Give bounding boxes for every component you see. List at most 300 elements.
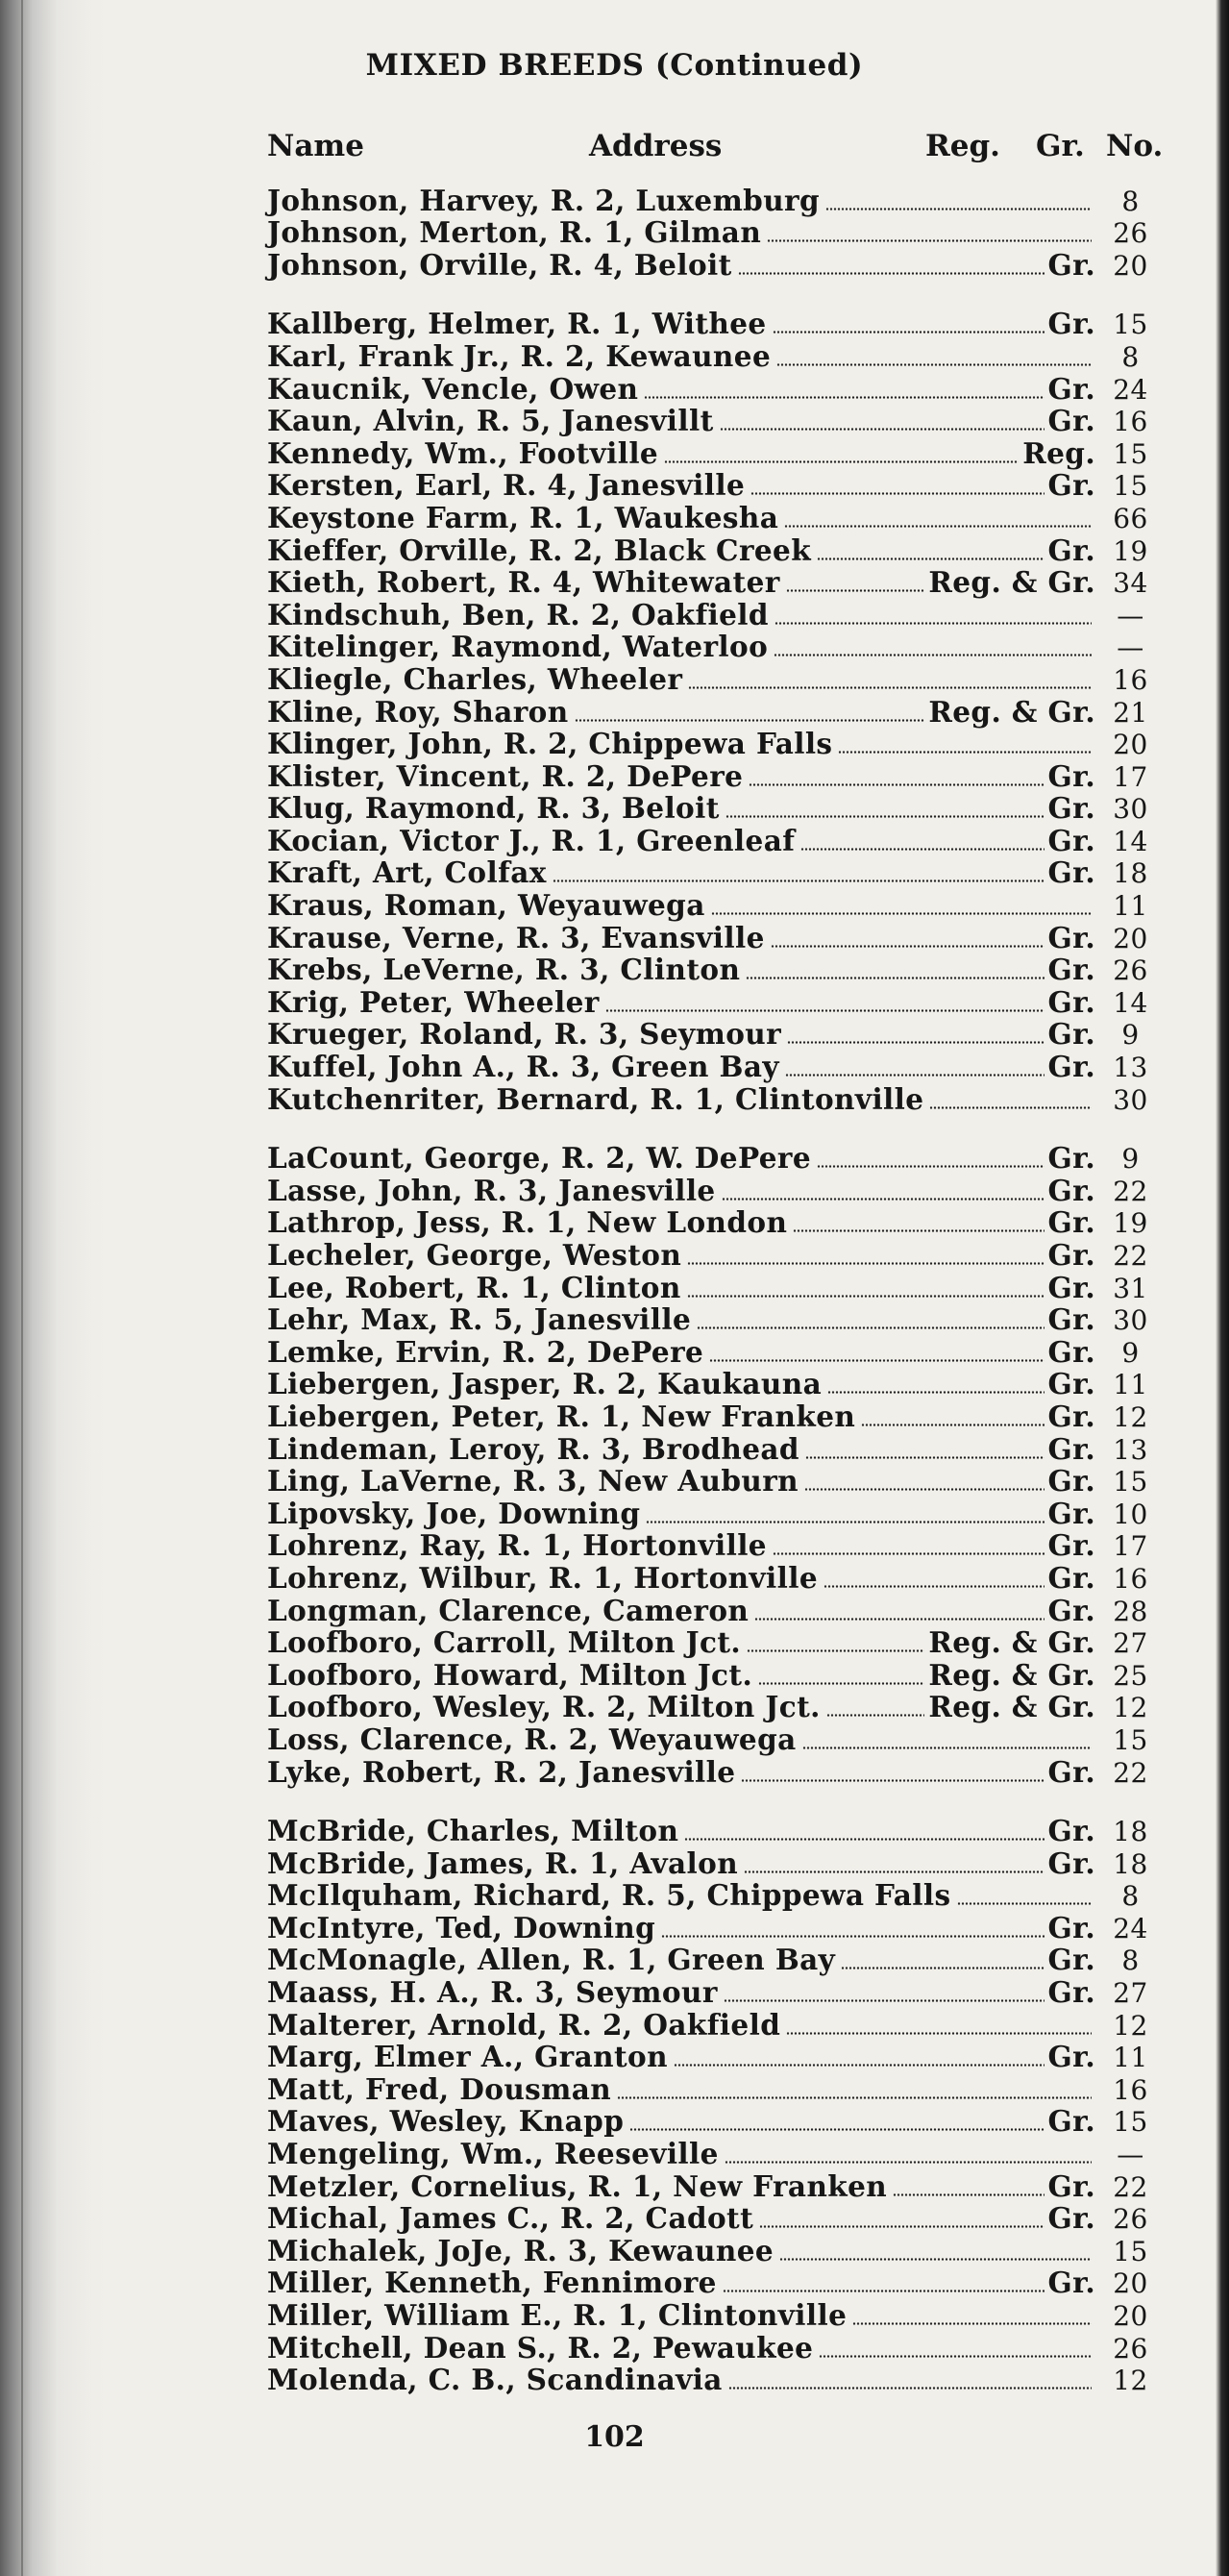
entry-line [267, 1943, 1095, 1976]
entry-number: 30 [1113, 1304, 1148, 1337]
entry-name-address: Maves, Wesley, Knapp [267, 2104, 625, 2139]
list-item [267, 1051, 1166, 1083]
entry-line [267, 1335, 1095, 1369]
entry-name-address: Krause, Verne, R. 3, Evansville [267, 920, 765, 954]
dot-leader [605, 1009, 1045, 1012]
dot-leader [553, 879, 1045, 882]
entry-line [267, 2008, 1095, 2042]
entry-name-address: Kliegle, Charles, Wheeler [267, 661, 683, 696]
entry-number: 8 [1121, 1880, 1140, 1913]
entry-name-address: McBride, James, R. 1, Avalon [267, 1845, 739, 1880]
entry-name-address: Kallberg, Helmer, R. 1, Withee [267, 307, 767, 341]
page-number: 102 [584, 2420, 645, 2454]
entry-line [267, 1911, 1095, 1944]
dot-leader [664, 460, 1019, 463]
registration-tag: Gr. [1047, 953, 1095, 987]
dot-leader [758, 1682, 924, 1685]
registration-tag: Gr. [1047, 1399, 1095, 1433]
registration-tag: Gr. [1047, 1238, 1095, 1272]
list-item [267, 1530, 1166, 1563]
entry-name-address: Kennedy, Wm., Footville [267, 435, 659, 470]
list-item [267, 1976, 1166, 2009]
entry-name-address: Lecheler, George, Weston [267, 1238, 682, 1272]
registration-tag: Reg. [1022, 435, 1095, 470]
entry-number: 8 [1121, 340, 1140, 373]
entry-number: 12 [1113, 1692, 1148, 1724]
list-item [267, 1692, 1166, 1724]
entry-number: 31 [1113, 1272, 1148, 1304]
dot-leader [746, 977, 1044, 979]
entry-name-address: Lipovsky, Joe, Downing [267, 1496, 641, 1530]
dot-leader [852, 2322, 1092, 2325]
entry-line [267, 468, 1095, 502]
dot-leader [817, 557, 1044, 560]
entry-line [267, 630, 1095, 663]
entry-number: 22 [1113, 1756, 1148, 1789]
entry-number: 22 [1113, 1240, 1148, 1272]
list-item [267, 1498, 1166, 1530]
dot-leader [723, 2290, 1045, 2292]
list-item [267, 1659, 1166, 1692]
entry-name-address: Mitchell, Dean S., R. 2, Pewaukee [267, 2330, 814, 2365]
dot-leader [747, 1649, 924, 1652]
entry-line [267, 1017, 1095, 1051]
registration-tag: Gr. [1047, 404, 1095, 438]
entry-number: 20 [1113, 922, 1148, 954]
registration-tag: Gr. [1047, 1017, 1095, 1052]
entry-name-address: Loofboro, Carroll, Milton Jct. [267, 1625, 742, 1660]
registration-tag: Gr. [1047, 1593, 1095, 1627]
list-item [267, 922, 1166, 954]
dot-leader [728, 2387, 1092, 2390]
dot-leader [819, 2355, 1092, 2358]
list-item [267, 889, 1166, 922]
entry-name-address: McIntyre, Ted, Downing [267, 1910, 656, 1944]
entry-number: 15 [1113, 1466, 1148, 1499]
entry-name-address: McIlquham, Richard, R. 5, Chippewa Falls [267, 1878, 951, 1913]
entry-line [267, 215, 1095, 249]
entry-line [267, 855, 1095, 889]
list-item [267, 2138, 1166, 2170]
entry-name-address: Klinger, John, R. 2, Chippewa Falls [267, 727, 833, 761]
entry-line [267, 1975, 1095, 2009]
registration-tag: Gr. [1047, 1528, 1095, 1563]
entry-line [267, 1050, 1095, 1083]
entry-number: 20 [1113, 249, 1148, 282]
entry-line [267, 1367, 1095, 1400]
dot-leader [817, 1165, 1044, 1168]
dot-leader [771, 945, 1045, 948]
entry-number: 25 [1113, 1659, 1148, 1692]
list-item [267, 2203, 1166, 2236]
registration-tag: Gr. [1047, 1205, 1095, 1240]
registration-tag: Gr. [1047, 307, 1095, 341]
registration-tag: Gr. [1047, 1431, 1095, 1466]
entry-number: 15 [1113, 470, 1148, 503]
entry-line [267, 824, 1095, 857]
entry-number: 30 [1113, 1083, 1148, 1116]
entry-number: 15 [1113, 2235, 1148, 2267]
entry-number: — [1117, 599, 1144, 632]
dot-leader [646, 1521, 1044, 1523]
entry-name-address: LaCount, George, R. 2, W. DePere [267, 1141, 812, 1176]
list-item [267, 437, 1166, 470]
entry-name-address: Loofboro, Wesley, R. 2, Milton Jct. [267, 1690, 821, 1724]
entry-line [267, 2201, 1095, 2235]
dot-leader [767, 239, 1092, 242]
dot-leader [861, 1424, 1044, 1426]
entry-line [267, 1399, 1095, 1433]
registration-tag: Gr. [1047, 1910, 1095, 1944]
entry-line [267, 1846, 1095, 1880]
registration-tag: Reg. & Gr. [928, 565, 1095, 600]
registration-tag: Gr. [1047, 1560, 1095, 1595]
list-item [267, 185, 1166, 217]
registration-tag: Gr. [1047, 2040, 1095, 2074]
entry-number: 8 [1121, 185, 1140, 217]
entry-name-address: Kutchenriter, Bernard, R. 1, Clintonville [267, 1081, 924, 1116]
entry-line [267, 2169, 1095, 2203]
entry-number: 16 [1113, 406, 1148, 438]
column-header [267, 129, 1166, 167]
entry-line [267, 2072, 1095, 2106]
page-right-edge [1216, 0, 1229, 2576]
dot-leader [823, 1585, 1044, 1588]
entry-name-address: Ling, LaVerne, R. 3, New Auburn [267, 1464, 799, 1499]
dot-leader [773, 331, 1045, 334]
entry-name-address: Mengeling, Wm., Reeseville [267, 2137, 719, 2171]
dot-leader [827, 1391, 1044, 1394]
entry-name-address: Kline, Roy, Sharon [267, 694, 569, 729]
registration-tag: Gr. [1047, 1754, 1095, 1789]
dot-leader [784, 525, 1092, 528]
entry-line [267, 2234, 1095, 2267]
list-item [267, 1207, 1166, 1240]
entry-name-address: Malterer, Arnold, R. 2, Oakfield [267, 2007, 781, 2042]
entry-name-address: Keystone Farm, R. 1, Waukesha [267, 500, 779, 534]
book-binding-edge [0, 0, 106, 2576]
dot-leader [825, 208, 1092, 211]
registration-tag: Reg. & Gr. [928, 1690, 1095, 1724]
header-reg: Reg. [925, 129, 1000, 163]
registration-tag: Gr. [1047, 1975, 1095, 2010]
entry-line [267, 436, 1095, 470]
entry-number: 18 [1113, 1847, 1148, 1880]
entry-number: 26 [1113, 2203, 1148, 2236]
entry-name-address: Klister, Vincent, R. 2, DePere [267, 758, 744, 793]
entry-line [267, 1814, 1095, 1847]
entry-number: 11 [1113, 2042, 1148, 2074]
entry-number: 18 [1113, 1816, 1148, 1848]
letter-group [267, 1816, 1166, 2397]
registration-tag: Gr. [1047, 1943, 1095, 1977]
dot-leader [750, 492, 1044, 495]
entry-line [267, 695, 1095, 729]
entry-name-address: Lohrenz, Wilbur, R. 1, Hortonville [267, 1560, 819, 1595]
list-item [267, 2299, 1166, 2332]
dot-leader [687, 1262, 1044, 1265]
entry-number: — [1117, 632, 1144, 664]
entry-line [267, 1497, 1095, 1530]
entry-name-address: Miller, William E., R. 1, Clintonville [267, 2298, 848, 2332]
entry-name-address: McBride, Charles, Milton [267, 1814, 679, 1848]
entry-line [267, 727, 1095, 760]
entry-line [267, 598, 1095, 632]
dot-leader [684, 1838, 1044, 1841]
entry-name-address: Loofboro, Howard, Milton Jct. [267, 1657, 753, 1692]
entry-name-address: Klug, Raymond, R. 3, Beloit [267, 791, 720, 826]
registration-tag: Reg. & Gr. [928, 694, 1095, 729]
entry-number: 16 [1113, 2073, 1148, 2106]
registration-tag: Gr. [1047, 920, 1095, 954]
entry-name-address: Johnson, Orville, R. 4, Beloit [267, 247, 732, 282]
list-item [267, 954, 1166, 987]
list-item [267, 406, 1166, 438]
entry-number: 24 [1113, 373, 1148, 406]
entry-name-address: Michalek, JoJe, R. 3, Kewaunee [267, 2233, 774, 2267]
dot-leader [629, 2128, 1044, 2131]
letter-group [267, 309, 1166, 1116]
entry-line [267, 2137, 1095, 2170]
dot-leader [893, 2193, 1044, 2196]
list-item [267, 632, 1166, 664]
dot-leader [644, 396, 1044, 399]
dot-leader [725, 2161, 1092, 2164]
breeder-list [267, 185, 1166, 2423]
list-item [267, 825, 1166, 857]
entry-name-address: Lemke, Ervin, R. 2, DePere [267, 1334, 704, 1369]
list-item [267, 696, 1166, 729]
entry-name-address: Lyke, Robert, R. 2, Janesville [267, 1754, 736, 1789]
registration-tag: Reg. & Gr. [928, 1657, 1095, 1692]
entry-name-address: Kaun, Alvin, R. 5, Janesvillt [267, 404, 714, 438]
entry-name-address: Lee, Robert, R. 1, Clinton [267, 1270, 681, 1304]
list-item [267, 986, 1166, 1019]
list-item [267, 1143, 1166, 1176]
list-item [267, 729, 1166, 761]
header-no: No. [1106, 129, 1164, 163]
list-item [267, 534, 1166, 567]
entry-number: 22 [1113, 1175, 1148, 1207]
list-item [267, 470, 1166, 503]
list-item [267, 2073, 1166, 2106]
entry-number: 17 [1113, 760, 1148, 793]
dot-leader [711, 912, 1092, 915]
entry-name-address: Kieffer, Orville, R. 2, Black Creek [267, 533, 812, 567]
entry-name-address: Michal, James C., R. 2, Cadott [267, 2201, 754, 2236]
registration-tag: Gr. [1047, 2266, 1095, 2300]
entry-number: 34 [1113, 567, 1148, 600]
dot-leader [724, 1999, 1045, 2002]
entry-number: 12 [1113, 1400, 1148, 1433]
entry-name-address: McMonagle, Allen, R. 1, Green Bay [267, 1943, 836, 1977]
entry-name-address: Johnson, Harvey, R. 2, Luxemburg [267, 183, 821, 217]
list-item [267, 1272, 1166, 1304]
list-item [267, 760, 1166, 793]
entry-number: 21 [1113, 696, 1148, 729]
entry-name-address: Kieth, Robert, R. 4, Whitewater [267, 565, 780, 600]
entry-name-address: Lohrenz, Ray, R. 1, Hortonville [267, 1528, 767, 1563]
dot-leader [709, 1359, 1044, 1362]
entry-name-address: Molenda, C. B., Scandinavia [267, 2363, 723, 2397]
registration-tag: Reg. & Gr. [928, 1625, 1095, 1660]
registration-tag: Gr. [1047, 1173, 1095, 1207]
entry-line [267, 2104, 1095, 2138]
dot-leader [754, 1618, 1044, 1621]
entry-number: 13 [1113, 1052, 1148, 1084]
entry-number: 16 [1113, 1562, 1148, 1595]
registration-tag: Gr. [1047, 1334, 1095, 1369]
entry-line [267, 791, 1095, 825]
dot-leader [957, 1902, 1093, 1905]
list-item [267, 1627, 1166, 1660]
entry-number: 15 [1113, 2106, 1148, 2139]
list-item [267, 1019, 1166, 1052]
entry-number: 14 [1113, 986, 1148, 1019]
dot-leader [773, 1552, 1045, 1555]
dot-leader [776, 363, 1092, 366]
entry-line [267, 404, 1095, 437]
entry-line [267, 953, 1095, 986]
list-item [267, 502, 1166, 534]
list-item [267, 1083, 1166, 1116]
entry-name-address: Longman, Clarence, Cameron [267, 1593, 750, 1627]
entry-line [267, 501, 1095, 534]
dot-leader [802, 1746, 1092, 1749]
entry-number: 27 [1113, 1977, 1148, 2010]
list-item [267, 249, 1166, 282]
dot-leader [720, 428, 1045, 431]
list-item [267, 1847, 1166, 1880]
entry-number: 20 [1113, 729, 1148, 761]
entry-line [267, 1594, 1095, 1627]
header-address: Address [589, 129, 723, 163]
entry-line [267, 1238, 1095, 1272]
entry-number: 22 [1113, 2170, 1148, 2203]
dot-leader [774, 622, 1092, 625]
dot-leader [741, 1779, 1044, 1782]
entry-number: 11 [1113, 890, 1148, 923]
entry-line [267, 307, 1095, 340]
entry-name-address: Krig, Peter, Wheeler [267, 984, 600, 1019]
entry-line [267, 1271, 1095, 1304]
list-item [267, 663, 1166, 696]
list-item [267, 1369, 1166, 1401]
list-item [267, 2365, 1166, 2397]
entry-number: 9 [1121, 1143, 1140, 1176]
registration-tag: Gr. [1047, 1845, 1095, 1880]
entry-number: 19 [1113, 1207, 1148, 1240]
registration-tag: Gr. [1047, 791, 1095, 826]
dot-leader [688, 686, 1092, 689]
list-item [267, 217, 1166, 250]
list-item [267, 2106, 1166, 2139]
entry-line [267, 248, 1095, 282]
entry-line [267, 1432, 1095, 1466]
dot-leader [725, 815, 1045, 818]
entry-line [267, 565, 1095, 599]
registration-tag: Gr. [1047, 1141, 1095, 1176]
list-item [267, 2235, 1166, 2267]
entry-number: 30 [1113, 793, 1148, 826]
entry-number: 13 [1113, 1433, 1148, 1466]
registration-tag: Gr. [1047, 1302, 1095, 1337]
entry-name-address: Lindeman, Leroy, R. 3, Brodhead [267, 1431, 799, 1466]
entry-number: 26 [1113, 217, 1148, 250]
list-item [267, 857, 1166, 890]
dot-leader [841, 1967, 1044, 1969]
dot-leader [838, 751, 1092, 754]
registration-tag: Gr. [1047, 1496, 1095, 1530]
registration-tag: Gr. [1047, 758, 1095, 793]
registration-tag: Gr. [1047, 1367, 1095, 1401]
entry-name-address: Lasse, John, R. 3, Janesville [267, 1173, 716, 1207]
entry-name-address: Kaucnik, Vencle, Owen [267, 371, 639, 406]
list-item [267, 599, 1166, 632]
entry-line [267, 1561, 1095, 1595]
entry-line [267, 1205, 1095, 1239]
entry-line [267, 1174, 1095, 1207]
entry-line [267, 2363, 1095, 2396]
entry-number: 24 [1113, 1912, 1148, 1944]
registration-tag: Gr. [1047, 371, 1095, 406]
entry-line [267, 662, 1095, 696]
entry-line [267, 1755, 1095, 1789]
entry-line [267, 1690, 1095, 1723]
header-gr: Gr. [1036, 129, 1085, 163]
dot-leader [786, 589, 925, 592]
entry-line [267, 372, 1095, 406]
list-item [267, 1239, 1166, 1272]
entry-number: 9 [1121, 1019, 1140, 1052]
list-item [267, 2042, 1166, 2074]
entry-name-address: Kitelinger, Raymond, Waterloo [267, 630, 769, 664]
entry-number: 10 [1113, 1498, 1148, 1530]
dot-leader [786, 2032, 1092, 2035]
registration-tag: Gr. [1047, 2104, 1095, 2139]
entry-name-address: Matt, Fred, Dousman [267, 2071, 612, 2106]
entry-line [267, 921, 1095, 954]
registration-tag: Gr. [1047, 1050, 1095, 1084]
entry-name-address: Marg, Elmer A., Granton [267, 2040, 668, 2074]
dot-leader [785, 1074, 1045, 1077]
entry-line [267, 1528, 1095, 1562]
dot-leader [929, 1106, 1092, 1109]
list-item [267, 1816, 1166, 1848]
entry-line [267, 1141, 1095, 1175]
entry-number: 18 [1113, 857, 1148, 890]
list-item [267, 2332, 1166, 2365]
list-item [267, 1944, 1166, 1977]
registration-tag: Gr. [1047, 823, 1095, 857]
registration-tag: Gr. [1047, 984, 1095, 1019]
entry-name-address: Maass, H. A., R. 3, Seymour [267, 1975, 718, 2010]
dot-leader [674, 2064, 1045, 2067]
entry-line [267, 2298, 1095, 2332]
entry-number: 26 [1113, 954, 1148, 987]
entry-name-address: Liebergen, Jasper, R. 2, Kaukauna [267, 1367, 823, 1401]
entry-line [267, 1878, 1095, 1912]
entry-name-address: Lehr, Max, R. 5, Janesville [267, 1302, 692, 1337]
dot-leader [800, 848, 1044, 851]
dot-leader [687, 1295, 1045, 1298]
entry-name-address: Kersten, Earl, R. 4, Janesville [267, 468, 746, 503]
entry-name-address: Kuffel, John A., R. 3, Green Bay [267, 1050, 779, 1084]
list-item [267, 1466, 1166, 1499]
letter-group [267, 185, 1166, 282]
entry-number: 19 [1113, 534, 1148, 567]
registration-tag: Gr. [1047, 1814, 1095, 1848]
